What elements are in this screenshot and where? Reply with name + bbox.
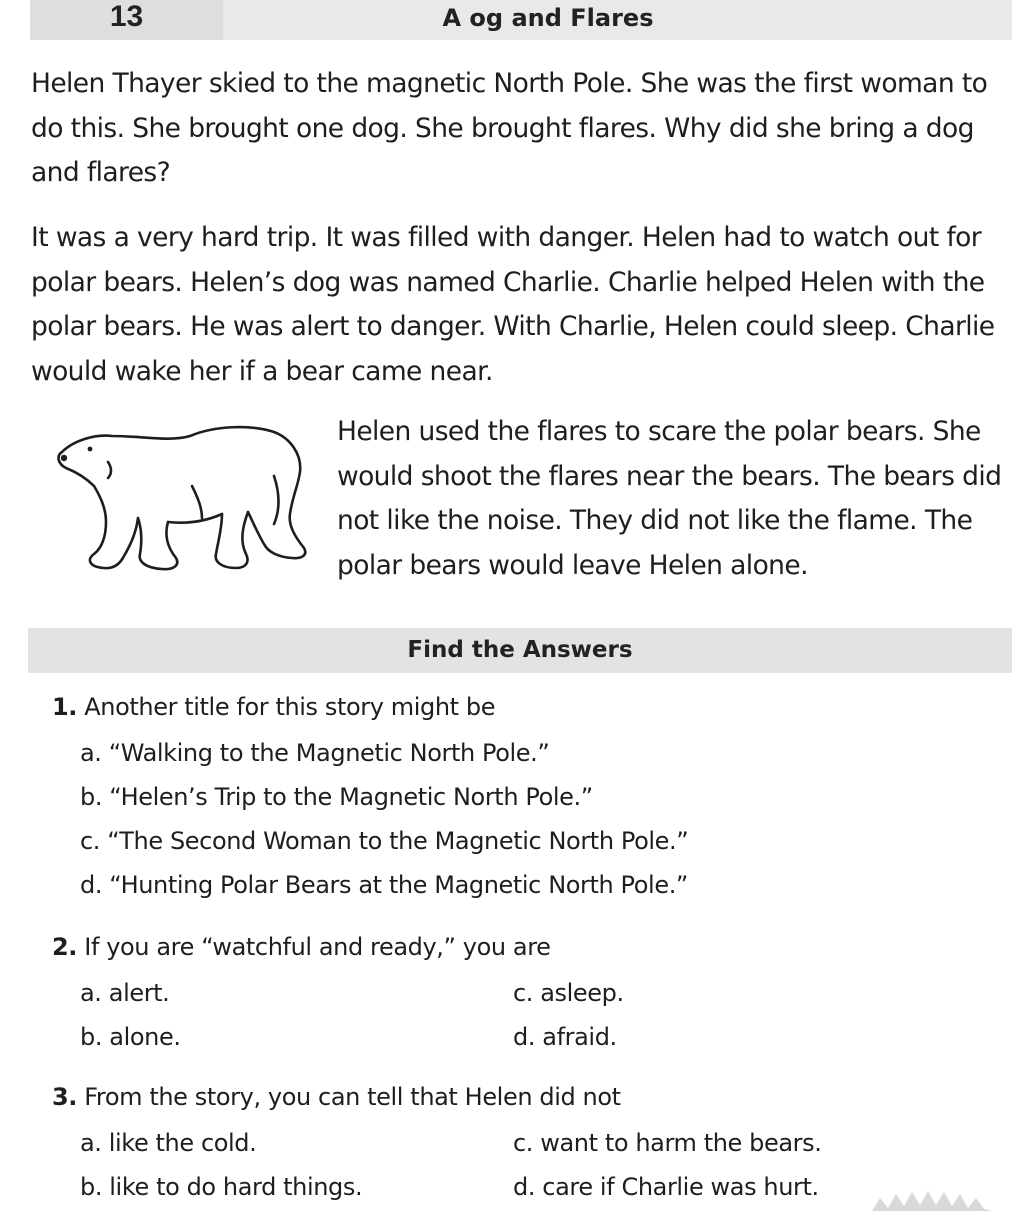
question-number: 1.: [52, 693, 78, 721]
answer-option-3a[interactable]: a. like the cold.: [80, 1129, 257, 1157]
question-1: [52, 692, 1012, 722]
answer-option-2c[interactable]: c. asleep.: [513, 979, 624, 1007]
page-number: 13: [109, 0, 144, 33]
header-bar: [30, 0, 1012, 40]
starburst-icon: [872, 1190, 992, 1211]
answer-option-2b[interactable]: b. alone.: [80, 1023, 181, 1051]
question-text: If you are “watchful and ready,” you are: [84, 933, 551, 961]
question-2: [52, 932, 1012, 962]
story-title: A og and Flares: [442, 4, 654, 32]
page-number-box: [30, 0, 223, 40]
question-text: From the story, you can tell that Helen did not: [84, 1083, 621, 1111]
answer-option-2d[interactable]: d. afraid.: [513, 1023, 617, 1051]
question-number: 2.: [52, 933, 78, 961]
answer-option-1a[interactable]: a. “Walking to the Magnetic North Pole.”: [80, 739, 550, 767]
answer-option-2a[interactable]: a. alert.: [80, 979, 170, 1007]
answer-option-3b[interactable]: b. like to do hard things.: [80, 1173, 363, 1201]
question-text: Another title for this story might be: [84, 693, 496, 721]
question-number: 3.: [52, 1083, 78, 1111]
polar-bear-icon: [52, 418, 314, 578]
answer-option-1d[interactable]: d. “Hunting Polar Bears at the Magnetic North Pole.”: [80, 871, 688, 899]
story-paragraph-2: It was a very hard trip. It was filled with danger. Helen had to watch out for polar bears. Helen’s dog was named Charlie. Charlie helped Helen with the polar bears. He was alert to danger. With Charlie, Helen could sleep. Charlie would wake her if a bear came near.: [31, 222, 995, 387]
answer-option-3d[interactable]: d. care if Charlie was hurt.: [513, 1173, 819, 1201]
section-header-bar: [28, 628, 1012, 673]
section-title: Find the Answers: [407, 637, 633, 663]
answer-option-1b[interactable]: b. “Helen’s Trip to the Magnetic North Pole.”: [80, 783, 593, 811]
story-paragraph-1: Helen Thayer skied to the magnetic North Pole. She was the first woman to do this. She brought one dog. She brought flares. Why did she bring a dog and flares?: [31, 68, 988, 188]
story-paragraph-3: Helen used the flares to scare the polar bears. She would shoot the flares near the bears. The bears did not like the noise. They did not like the flame. The polar bears would leave Helen alone.: [337, 416, 1002, 581]
answer-option-3c[interactable]: c. want to harm the bears.: [513, 1129, 822, 1157]
question-3: [52, 1082, 1012, 1112]
answer-option-1c[interactable]: c. “The Second Woman to the Magnetic North Pole.”: [80, 827, 689, 855]
